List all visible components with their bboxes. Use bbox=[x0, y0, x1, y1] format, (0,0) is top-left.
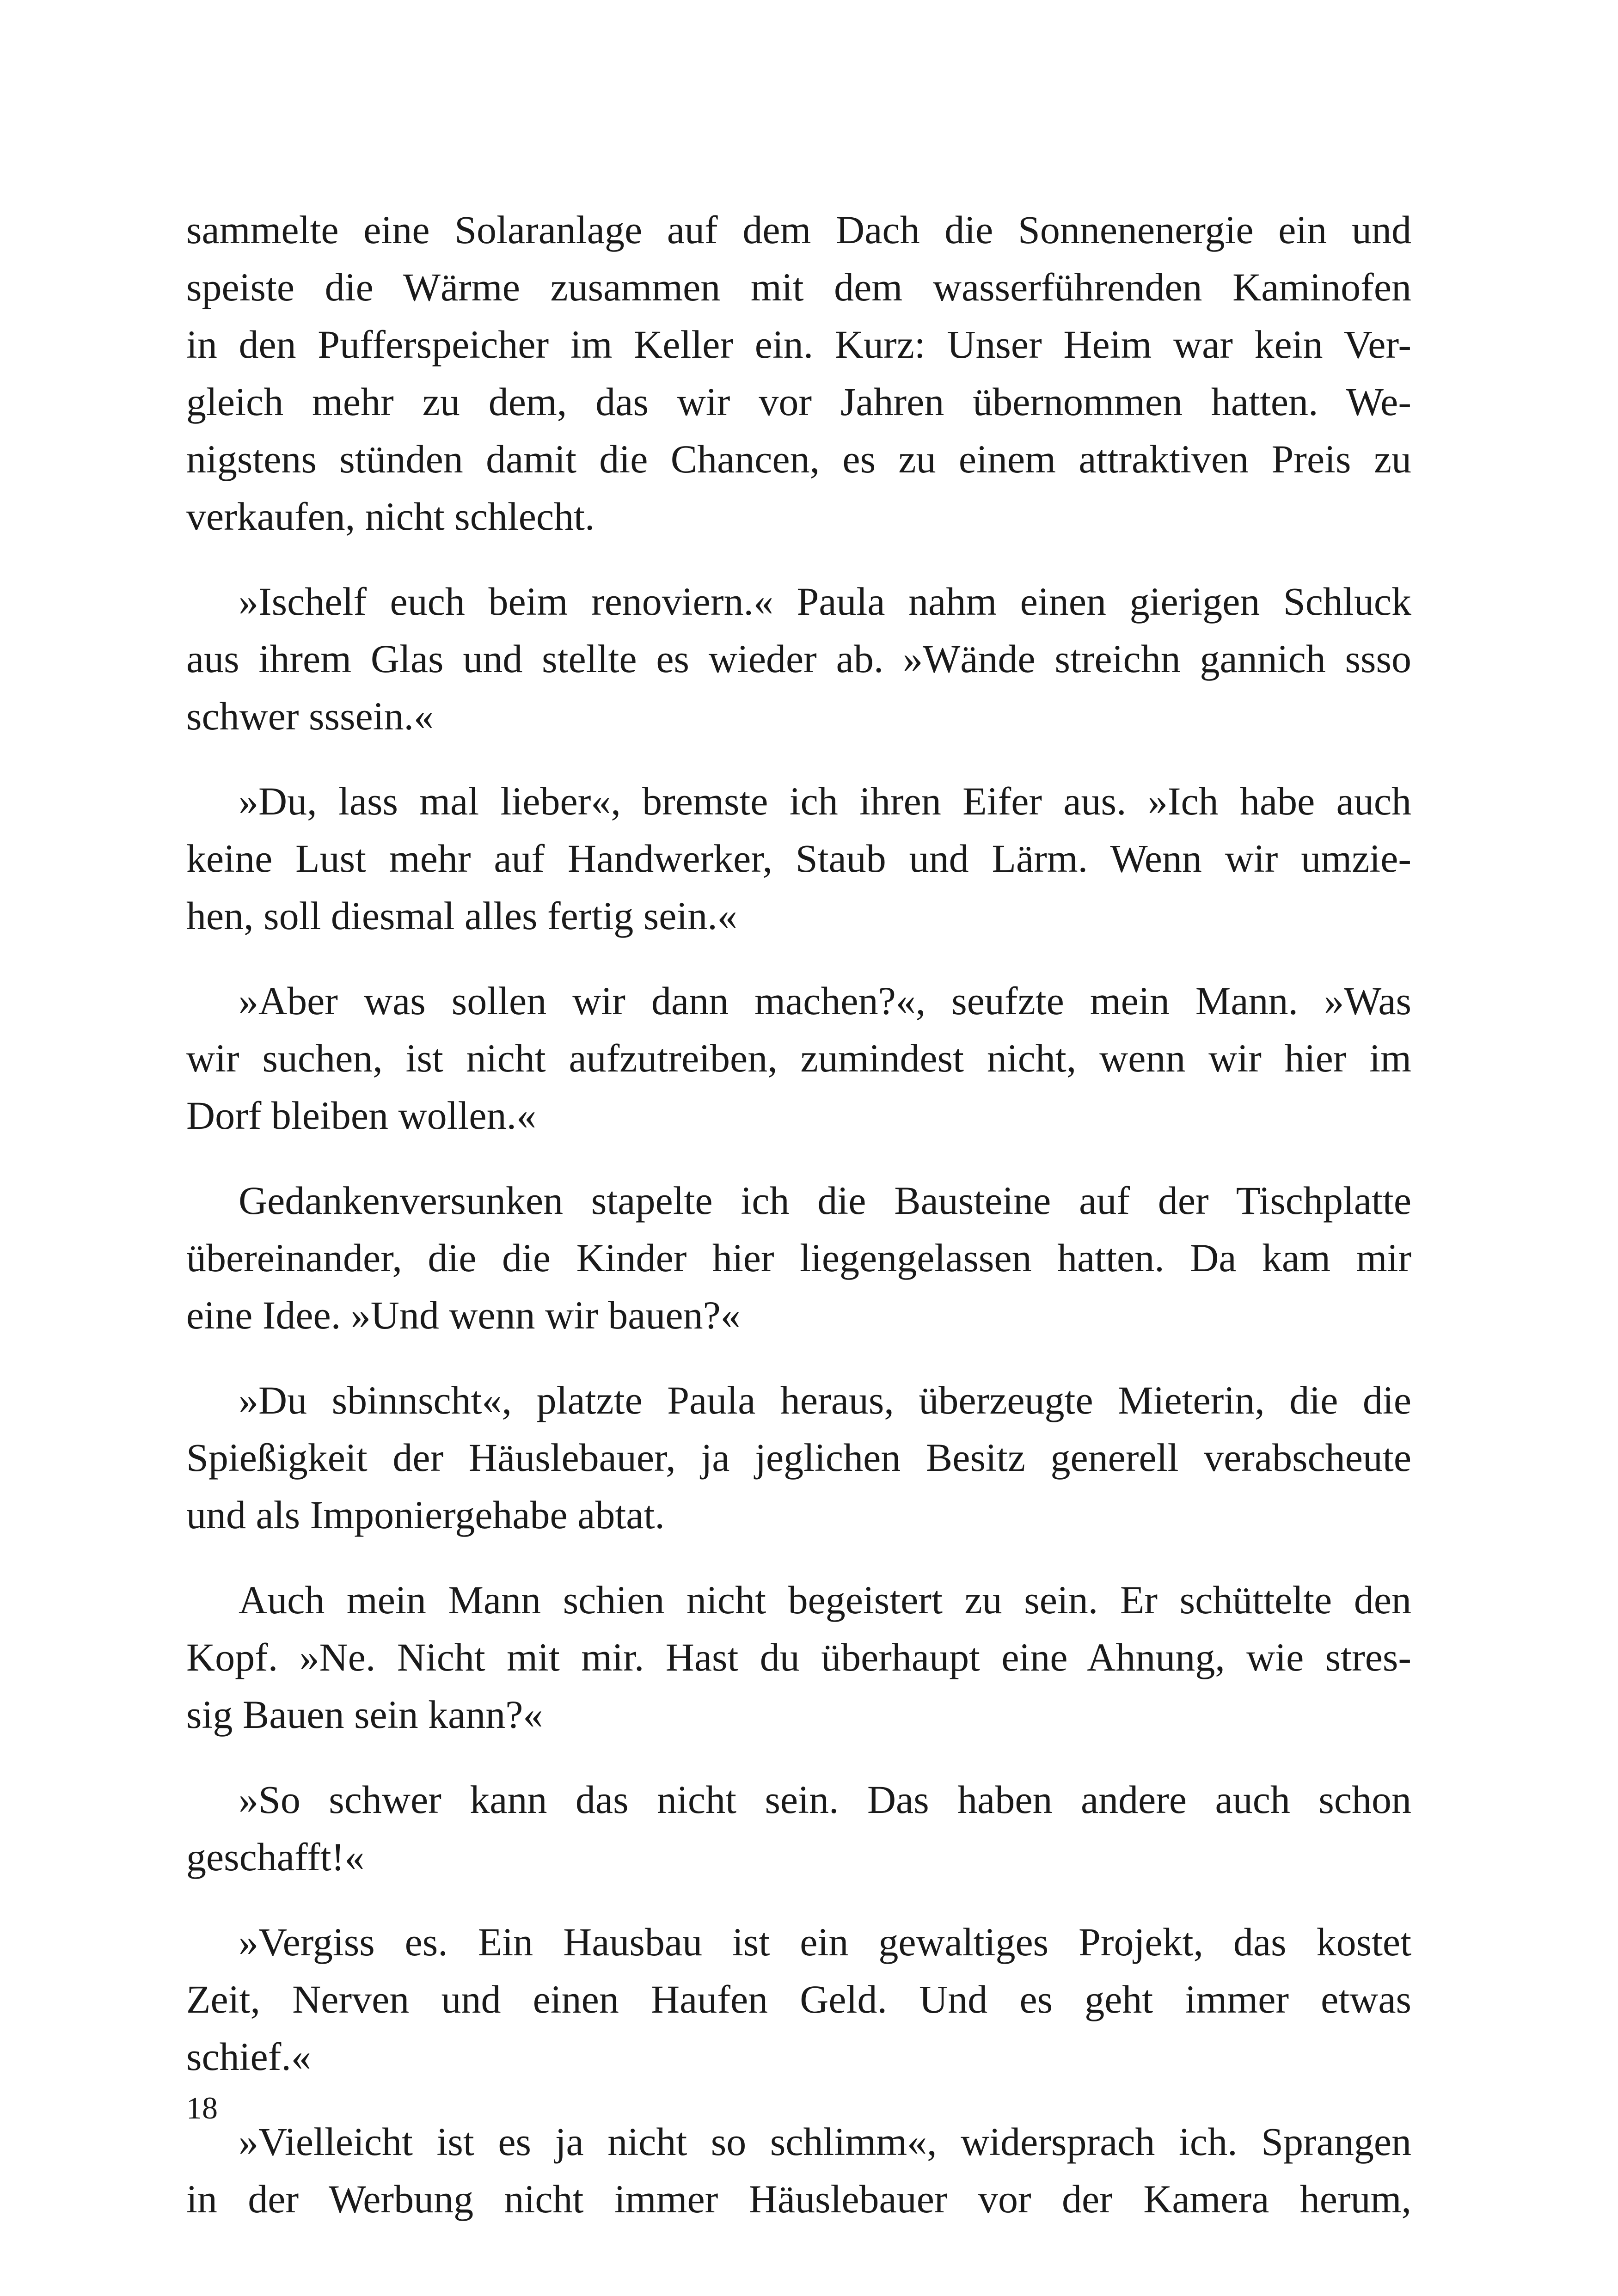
text-line: »Vielleicht ist es ja nicht so schlimm«, widersprach ich. Sprangen bbox=[239, 2119, 1411, 2164]
text-line: Spießigkeit der Häuslebauer, ja jeglichen Besitz generell verabscheute bbox=[186, 1435, 1411, 1480]
text-line: »Du, lass mal lieber«, bremste ich ihren Eifer aus. »Ich habe auch bbox=[239, 779, 1411, 823]
paragraph-10 bbox=[186, 2113, 1411, 2228]
paragraph-5 bbox=[186, 1172, 1411, 1344]
text-line: verkaufen, nicht schlecht. bbox=[186, 494, 595, 539]
text-line: schief.« bbox=[186, 2034, 311, 2079]
text-line: gleich mehr zu dem, das wir vor Jahren übernommen hatten. We- bbox=[186, 380, 1411, 424]
paragraph-2 bbox=[186, 573, 1411, 745]
text-line: in der Werbung nicht immer Häuslebauer vor der Kamera herum, bbox=[186, 2177, 1411, 2221]
paragraph-8 bbox=[186, 1771, 1411, 1886]
text-line: Auch mein Mann schien nicht begeistert zu sein. Er schüttelte den bbox=[239, 1578, 1411, 1622]
text-line: Zeit, Nerven und einen Haufen Geld. Und es geht immer etwas bbox=[186, 1977, 1411, 2021]
text-line: hen, soll diesmal alles fertig sein.« bbox=[186, 894, 737, 938]
text-line: Kopf. »Ne. Nicht mit mir. Hast du überhaupt eine Ahnung, wie stres- bbox=[186, 1635, 1411, 1679]
paragraph-9 bbox=[186, 1913, 1411, 2085]
text-line: »Du sbinnscht«, platzte Paula heraus, überzeugte Mieterin, die die bbox=[239, 1378, 1411, 1422]
text-line: »Vergiss es. Ein Hausbau ist ein gewaltiges Projekt, das kostet bbox=[239, 1920, 1411, 1964]
text-line: und als Imponiergehabe abtat. bbox=[186, 1493, 665, 1537]
text-line: schwer sssein.« bbox=[186, 694, 434, 738]
text-line: »So schwer kann das nicht sein. Das haben andere auch schon bbox=[239, 1777, 1411, 1822]
text-line: »Aber was sollen wir dann machen?«, seufzte mein Mann. »Was bbox=[239, 979, 1411, 1023]
text-line: Gedankenversunken stapelte ich die Bausteine auf der Tischplatte bbox=[239, 1178, 1411, 1223]
text-line: sammelte eine Solaranlage auf dem Dach die Sonnenenergie ein und bbox=[186, 208, 1411, 252]
text-line: eine Idee. »Und wenn wir bauen?« bbox=[186, 1293, 741, 1337]
paragraph-7 bbox=[186, 1571, 1411, 1743]
paragraph-3 bbox=[186, 772, 1411, 944]
text-line: »Ischelf euch beim renoviern.« Paula nahm einen gierigen Schluck bbox=[239, 579, 1411, 624]
paragraph-4 bbox=[186, 972, 1411, 1144]
body-text bbox=[186, 201, 1411, 2255]
paragraph-6 bbox=[186, 1371, 1411, 1543]
text-line: sig Bauen sein kann?« bbox=[186, 1692, 543, 1737]
text-line: aus ihrem Glas und stellte es wieder ab. »Wände streichn gannich ssso bbox=[186, 637, 1411, 681]
text-line: nigstens stünden damit die Chancen, es zu einem attraktiven Preis zu bbox=[186, 437, 1411, 481]
text-line: in den Pufferspeicher im Keller ein. Kurz: Unser Heim war kein Ver- bbox=[186, 322, 1411, 367]
text-line: geschafft!« bbox=[186, 1835, 365, 1879]
text-line: wir suchen, ist nicht aufzutreiben, zumindest nicht, wenn wir hier im bbox=[186, 1036, 1411, 1080]
text-line: speiste die Wärme zusammen mit dem wasserführenden Kaminofen bbox=[186, 265, 1411, 309]
text-line: keine Lust mehr auf Handwerker, Staub und Lärm. Wenn wir umzie- bbox=[186, 836, 1411, 881]
text-line: übereinander, die die Kinder hier liegengelassen hatten. Da kam mir bbox=[186, 1236, 1411, 1280]
text-line: Dorf bleiben wollen.« bbox=[186, 1093, 537, 1138]
paragraph-1 bbox=[186, 201, 1411, 545]
page-number: 18 bbox=[186, 2090, 218, 2125]
